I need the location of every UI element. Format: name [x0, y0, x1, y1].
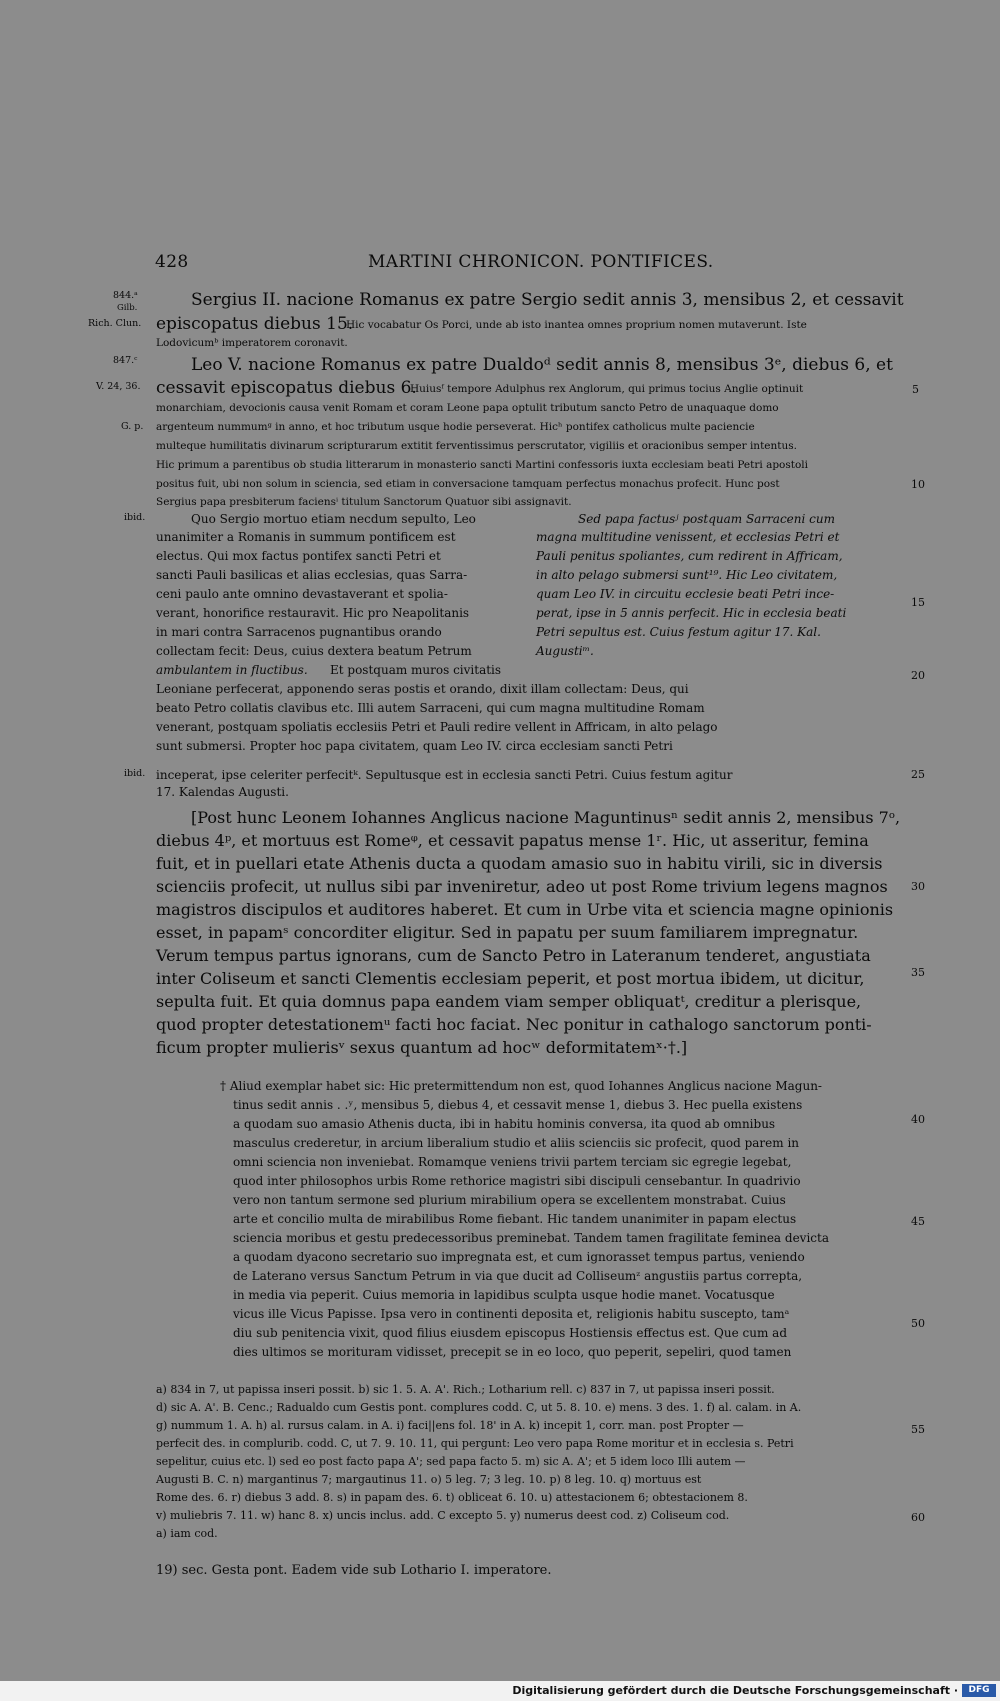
dagger-note-line: masculus crederetur, in arcium liberalium studio et aliis scienciis sic profecit, quod parem in [233, 1136, 800, 1150]
margin-year-847: 847.ᶜ [113, 355, 138, 366]
column-right-line: Petri sepultus est. Cuius festum agitur 17. Kal. [536, 625, 821, 639]
text-line: ficum propter mulierisᵛ sexus quantum ad hocʷ deformitatemˣ·†.] [156, 1038, 688, 1057]
text-line: scienciis profecit, ut nullus sibi par inveniretur, adeo ut post Rome trivium legens magnos [156, 877, 888, 896]
line-number: 15 [911, 596, 925, 609]
text-line: positus fuit, ubi non solum in sciencia, sed etiam in conversacione tamquam perfectus monachus profecit. Hunc post [156, 478, 780, 490]
text-line: quod propter detestationemᵘ facti hoc faciat. Nec ponitur in cathalogo sanctorum ponti- [156, 1015, 872, 1034]
column-left-line: ambulantem in fluctibus. [156, 663, 308, 677]
column-left-line: Quo Sergio mortuo etiam necdum sepulto, Leo [191, 512, 476, 526]
apparatus-line: Augusti B. C. n) margantinus 7; margautinus 11. o) 5 leg. 7; 3 leg. 10. p) 8 leg. 10. q) mortuus est [156, 1473, 702, 1486]
text-line: 17. Kalendas Augusti. [156, 785, 289, 799]
line-number: 10 [911, 478, 925, 491]
margin-source-gilb: Gilb. [117, 303, 138, 313]
line-number: 55 [911, 1423, 925, 1436]
line-number: 25 [911, 768, 925, 781]
text-line: multeque humilitatis divinarum scripturarum extitit ferventissimus perscrutator, vigiliis et oracionibus semper intentus. [156, 440, 797, 452]
dagger-note-line: a quodam dyacono secretario suo impregnata est, et cum ignorasset tempus partus, veniendo [233, 1250, 805, 1264]
column-right-line: magna multitudine venissent, et ecclesias Petri et [536, 530, 840, 544]
column-left-line: sancti Pauli basilicas et alias ecclesias, quas Sarra- [156, 568, 468, 582]
margin-source-v: V. 24, 36. [96, 381, 141, 392]
dagger-note-line: omni sciencia non inveniebat. Romamque veniens trivii partem terciam sic egregie legebat, [233, 1155, 792, 1169]
line-number: 5 [912, 383, 919, 396]
footer-credit[interactable]: Digitalisierung gefördert durch die Deutsche Forschungsgemeinschaft · [512, 1684, 958, 1697]
text-line: Sergius papa presbiterum faciensⁱ titulum Sanctorum Quatuor sibi assignavit. [156, 496, 572, 508]
column-right-line: Augustiᵐ. [536, 644, 594, 658]
column-right-line: in alto pelago submersi sunt¹⁹. Hic Leo civitatem, [536, 568, 838, 582]
column-right-line: perat, ipse in 5 annis perfecit. Hic in ecclesia beati [536, 606, 847, 620]
text-line: fuit, et in puellari etate Athenis ducta a quodam amasio suo in habitu virili, sic in diversis [156, 854, 883, 873]
dfg-logo-icon: DFG [962, 1684, 996, 1697]
line-number: 20 [911, 669, 925, 682]
dagger-note-line: arte et concilio multa de mirabilibus Rome fiebant. Hic tandem unanimiter in papam electus [233, 1212, 797, 1226]
text-line: episcopatus diebus 15. [156, 314, 354, 334]
text-line: Lodovicumᵇ imperatorem coronavit. [156, 337, 348, 349]
apparatus-line: a) iam cod. [156, 1527, 218, 1540]
text-line: [Post hunc Leonem Iohannes Anglicus nacione Maguntinusⁿ sedit annis 2, mensibus 7ᵒ, [191, 808, 901, 827]
dagger-note-line: sciencia moribus et gestu predecessoribus preminebat. Tandem tamen fragilitate feminea devicta [233, 1231, 829, 1245]
dagger-note-line: diu sub penitencia vixit, quod filius eiusdem episcopus Hostiensis effectus est. Que cum ad [233, 1326, 788, 1340]
column-left-line: ceni paulo ante omnino devastaverant et spolia- [156, 587, 448, 601]
apparatus-line: v) muliebris 7. 11. w) hanc 8. x) uncis inclus. add. C excepto 5. y) numerus deest cod. z) Coliseum cod. [156, 1509, 730, 1522]
page-number: 428 [155, 252, 189, 272]
dagger-note-line: vero non tantum sermone sed plurium mirabilium opera se excellentem monstrabat. Cuius [233, 1193, 786, 1207]
text-line: Leo V. nacione Romanus ex patre Dualdoᵈ sedit annis 8, mensibus 3ᵉ, diebus 6, et [191, 355, 893, 375]
text-line: argenteum nummumᵍ in anno, et hoc tributum usque hodie perseverat. Hicʰ pontifex catholicus multe paciencie [156, 421, 755, 433]
apparatus-line: a) 834 in 7, ut papissa inseri possit. b) sic 1. 5. A. A'. Rich.; Lotharium rell. c) 837 in 7, ut papissa inseri possit. [156, 1383, 775, 1396]
text-line: beato Petro collatis clavibus etc. Illi autem Sarraceni, qui cum magna multitudine Romam [156, 701, 705, 715]
text-line: sunt submersi. Propter hoc papa civitatem, quam Leo IV. circa ecclesiam sancti Petri [156, 739, 673, 753]
column-right-line: quam Leo IV. in circuitu ecclesie beati Petri ince- [536, 587, 835, 601]
dagger-note-line: tinus sedit annis . .ʸ, mensibus 5, diebus 4, et cessavit mense 1, diebus 3. Hec puella existens [233, 1098, 803, 1112]
text-line: Leoniane perfecerat, apponendo seras postis et orando, dixit illam collectam: Deus, qui [156, 682, 689, 696]
running-title: MARTINI CHRONICON. PONTIFICES. [368, 252, 714, 272]
apparatus-line: sepelitur, cuius etc. l) sed eo post facto papa A'; sed papa facto 5. m) sic A. A'; et 5 idem loco Illi autem — [156, 1455, 746, 1468]
column-left-line: unanimiter a Romanis in summum pontificem est [156, 530, 456, 544]
column-right-line: Pauli penitus spoliantes, cum redirent in Affricam, [536, 549, 843, 563]
text-line: Et postquam muros civitatis [330, 663, 502, 677]
line-number: 35 [911, 966, 925, 979]
text-line: inter Coliseum et sancti Clementis ecclesiam peperit, et post mortua ibidem, ut dicitur, [156, 969, 865, 988]
text-line: Huiusᶠ tempore Adulphus rex Anglorum, qui primus tocius Anglie optinuit [410, 383, 804, 395]
margin-source-rich: Rich. Clun. [88, 318, 142, 329]
column-left-line: in mari contra Sarracenos pugnantibus orando [156, 625, 442, 639]
apparatus-line: g) nummum 1. A. h) al. rursus calam. in A. i) faci||ens fol. 18' in A. k) incepit 1, corr. man. post Propter — [156, 1419, 744, 1432]
apparatus-line: Rome des. 6. r) diebus 3 add. 8. s) in papam des. 6. t) obliceat 6. 10. u) attestacionem 6; obtestacionem 8. [156, 1491, 748, 1504]
line-number: 60 [911, 1511, 925, 1524]
column-left-line: electus. Qui mox factus pontifex sancti Petri et [156, 549, 441, 563]
text-line: Hic vocabatur Os Porci, unde ab isto inantea omnes proprium nomen mutaverunt. Iste [346, 319, 807, 331]
column-left-line: verant, honorifice restauravit. Hic pro Neapolitanis [156, 606, 470, 620]
line-number: 50 [911, 1317, 925, 1330]
dagger-note-line: vicus ille Vicus Papisse. Ipsa vero in continenti deposita et, religionis habitu suscepto, tamᵃ [233, 1307, 790, 1321]
text-line: monarchiam, devocionis causa venit Romam et coram Leone papa optulit tributum sancto Petro de unaquaque domo [156, 402, 779, 414]
dagger-note-line: de Laterano versus Sanctum Petrum in via que ducit ad Colliseumᶻ angustiis partus correpta, [233, 1269, 803, 1283]
line-number: 45 [911, 1215, 925, 1228]
text-line: sepulta fuit. Et quia domnus papa eandem viam semper obliquatᵗ, creditur a plerisque, [156, 992, 862, 1011]
dagger-note-line: † Aliud exemplar habet sic: Hic pretermittendum non est, quod Iohannes Anglicus nacione Magun- [220, 1079, 822, 1093]
text-line: esset, in papamˢ concorditer eligitur. Sed in papatu per suum familiarem impregnatur. [156, 923, 859, 942]
dagger-note-line: dies ultimos se morituram vidisset, precepit se in eo loco, quo peperit, sepeliri, quod tamen [233, 1345, 792, 1359]
margin-ibid-2: ibid. [124, 768, 146, 779]
text-line: venerant, postquam spoliatis ecclesiis Petri et Pauli redire vellent in Affricam, in alto pelago [156, 720, 718, 734]
text-line: Hic primum a parentibus ob studia litterarum in monasterio sancti Martini confessoris iuxta ecclesiam beati Petri apostoli [156, 459, 809, 471]
dagger-note-line: a quodam suo amasio Athenis ducta, ibi in habitu hominis conversa, ita quod ab omnibus [233, 1117, 776, 1131]
text-line: Verum tempus partus ignorans, cum de Sancto Petro in Lateranum tenderet, angustiata [156, 946, 871, 965]
text-line: diebus 4ᵖ, et mortuus est Romeᵠ, et cessavit papatus mense 1ʳ. Hic, ut asseritur, femina [156, 831, 869, 850]
apparatus-line: d) sic A. A'. B. Cenc.; Radualdo cum Gestis pont. complures codd. C, ut 5. 8. 10. e) mens. 3 des. 1. f) al. calam. in A. [156, 1401, 802, 1414]
margin-ibid-1: ibid. [124, 512, 146, 523]
margin-source-gp: G. p. [121, 421, 144, 432]
dagger-note-line: in media via peperit. Cuius memoria in lapidibus sculpta usque hodie manet. Vocatusque [233, 1288, 775, 1302]
column-left-line: collectam fecit: Deus, cuius dextera beatum Petrum [156, 644, 472, 658]
dagger-note-line: quod inter philosophos urbis Rome rethorice magistri sibi discipuli censebantur. In quadrivio [233, 1174, 801, 1188]
text-line: magistros discipulos et auditores haberet. Et cum in Urbe vita et sciencia magne opinionis [156, 900, 894, 919]
footnote-19: 19) sec. Gesta pont. Eadem vide sub Lothario I. imperatore. [156, 1563, 552, 1578]
line-number: 30 [911, 880, 925, 893]
text-line: Sergius II. nacione Romanus ex patre Sergio sedit annis 3, mensibus 2, et cessavit [191, 290, 904, 310]
text-line: inceperat, ipse celeriter perfecitᵏ. Sepultusque est in ecclesia sancti Petri. Cuius festum agitur [156, 768, 733, 782]
column-right-line: Sed papa factusʲ postquam Sarraceni cum [578, 512, 835, 526]
text-line: cessavit episcopatus diebus 6. [156, 378, 417, 398]
margin-year-844: 844.ᵃ [113, 290, 138, 301]
apparatus-line: perfecit des. in complurib. codd. C, ut 7. 9. 10. 11, qui pergunt: Leo vero papa Rome moritur et in ecclesia s. Petri [156, 1437, 794, 1450]
line-number: 40 [911, 1113, 925, 1126]
